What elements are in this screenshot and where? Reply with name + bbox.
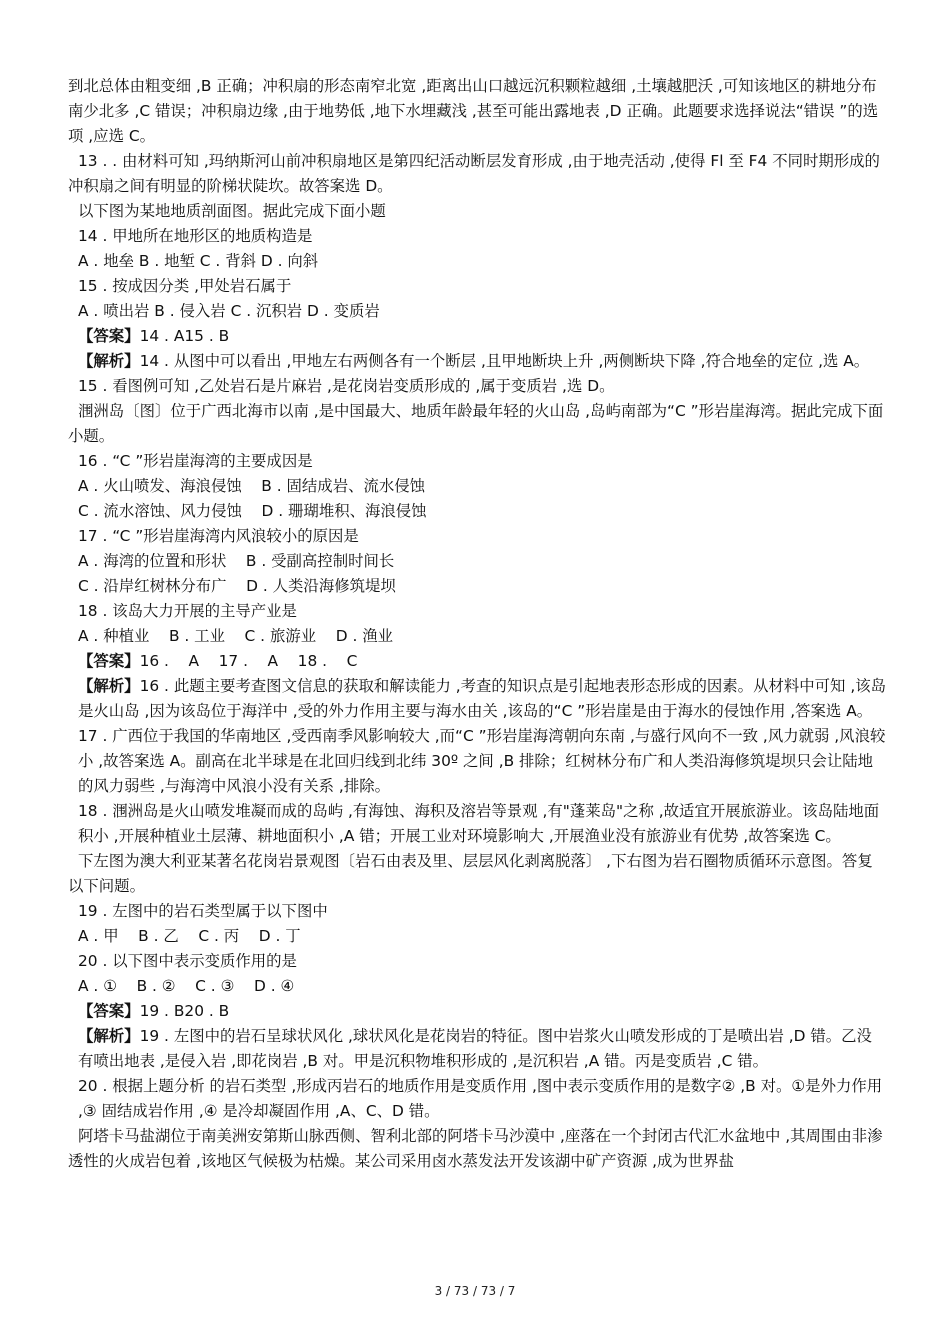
analysis-19 <box>68 1024 886 1074</box>
options-14: A . 地垒 B . 地堑 C . 背斜 D . 向斜 <box>78 252 319 270</box>
question-15: 15 . 按成因分类 ,甲处岩石属于 <box>78 277 292 295</box>
analysis-16 <box>68 674 886 724</box>
document-body <box>68 74 886 1174</box>
answer-16-18 <box>68 649 886 674</box>
answer-label: 【答案】 <box>78 1002 140 1020</box>
answer-14-15 <box>68 324 886 349</box>
question-intro-19-20: 下左图为澳大利亚某著名花岗岩景观图〔岩石由表及里、层层风化剥离脱落〕 ,下右图为岩石圈物质循环示意图。答复以下问题。 <box>68 852 873 895</box>
question-17: 17 . “C ”形岩崖海湾内风浪较小的原因是 <box>78 527 359 545</box>
analysis-label: 【解析】 <box>78 352 140 370</box>
options-20: A . ① B . ② C . ③ D . ④ <box>78 977 295 995</box>
options-18: A . 种植业 B . 工业 C . 旅游业 D . 渔业 <box>78 627 394 645</box>
question-16: 16 . “C ”形岩崖海湾的主要成因是 <box>78 452 313 470</box>
question-14: 14 . 甲地所在地形区的地质构造是 <box>78 227 313 245</box>
options-17-ab: A . 海湾的位置和形状 B . 受副高控制时间长 <box>78 552 395 570</box>
question-19: 19 . 左图中的岩石类型属于以下图中 <box>78 902 328 920</box>
paragraph-continuation: 到北总体由粗变细 ,B 正确；冲积扇的形态南窄北宽 ,距离出山口越远沉积颗粒越细 ,土壤越肥沃 ,可知该地区的耕地分布南少北多 ,C 错误；冲积扇边缘 ,由于地势低 ,地下水埋藏浅 ,甚至可能出露地表 ,D 正确。此题要求选择说法“错误 ”的选项 ,应选 C。 <box>68 77 879 145</box>
options-16-cd: C . 流水溶蚀、风力侵蚀 D . 珊瑚堆积、海浪侵蚀 <box>78 502 427 520</box>
options-16-ab: A . 火山喷发、海浪侵蚀 B . 固结成岩、流水侵蚀 <box>78 477 426 495</box>
analysis-text: 16 . 此题主要考查图文信息的获取和解读能力 ,考查的知识点是引起地表形态形成的因素。从材料中可知 ,该岛是火山岛 ,因为该岛位于海洋中 ,受的外力作用主要与海水由关 ,该岛的“C ”形岩崖是由于海水的侵蚀作用 ,答案选 A。 <box>78 677 886 720</box>
options-15: A . 喷出岩 B . 侵入岩 C . 沉积岩 D . 变质岩 <box>78 302 380 320</box>
question-intro-14-15: 以下图为某地地质剖面图。据此完成下面小题 <box>78 202 386 220</box>
answer-text: 16 . A 17 . A 18 . C <box>139 652 358 670</box>
analysis-20: 20 . 根据上题分析 的岩石类型 ,形成丙岩石的地质作用是变质作用 ,图中表示变质作用的是数字② ,B 对。①是外力作用 ,③ 固结成岩作用 ,④ 是冷却凝固作用 ,A、C、D 错。 <box>78 1077 883 1120</box>
answer-label: 【答案】 <box>78 327 140 345</box>
analysis-15: 15 . 看图例可知 ,乙处岩石是片麻岩 ,是花岗岩变质形成的 ,属于变质岩 ,选 D。 <box>78 377 615 395</box>
analysis-label: 【解析】 <box>78 677 140 695</box>
answer-text: 14 . A15 . B <box>139 327 230 345</box>
page-number: 3 / 73 / 73 / 7 <box>434 1284 516 1298</box>
analysis-14 <box>68 349 886 374</box>
analysis-text: 19 . 左图中的岩石呈球状风化 ,球状风化是花岗岩的特征。图中岩浆火山喷发形成的丁是喷出岩 ,D 错。乙没有喷出地表 ,是侵入岩 ,即花岗岩 ,B 对。甲是沉积物堆积形成的 ,是沉积岩 ,A 错。丙是变质岩 ,C 错。 <box>78 1027 872 1070</box>
question-20: 20 . 以下图中表示变质作用的是 <box>78 952 297 970</box>
analysis-text: 14 . 从图中可以看出 ,甲地左右两侧各有一个断层 ,且甲地断块上升 ,两侧断块下降 ,符合地垒的定位 ,选 A。 <box>139 352 870 370</box>
answer-label: 【答案】 <box>78 652 140 670</box>
passage-atacama: 阿塔卡马盐湖位于南美洲安第斯山脉西侧、智利北部的阿塔卡马沙漠中 ,座落在一个封闭古代汇水盆地中 ,其周围由非渗透性的火成岩包着 ,该地区气候极为枯燥。某公司采用卤水蒸发法开发该湖中矿产资源 ,成为世界盐 <box>68 1127 883 1170</box>
question-18: 18 . 该岛大力开展的主导产业是 <box>78 602 297 620</box>
answer-19-20 <box>68 999 886 1024</box>
options-19: A . 甲 B . 乙 C . 丙 D . 丁 <box>78 927 301 945</box>
options-17-cd: C . 沿岸红树林分布广 D . 人类沿海修筑堤坝 <box>78 577 396 595</box>
analysis-18: 18 . 涠洲岛是火山喷发堆凝而成的岛屿 ,有海蚀、海积及溶岩等景观 ,有"蓬莱岛"之称 ,故适宜开展旅游业。该岛陆地面积小 ,开展种植业土层薄、耕地面积小 ,A 错；开展工业对环境影响大 ,开展渔业没有旅游业有优势 ,故答案选 C。 <box>78 802 880 845</box>
explanation-13: 13 . . 由材料可知 ,玛纳斯河山前冲积扇地区是第四纪活动断层发育形成 ,由于地壳活动 ,使得 Fl 至 F4 不同时期形成的冲积扇之间有明显的阶梯状陡坎。故答案选 D。 <box>68 152 880 195</box>
answer-text: 19 . B20 . B <box>139 1002 230 1020</box>
question-intro-16-18: 涠洲岛〔图〕位于广西北海市以南 ,是中国最大、地质年龄最年轻的火山岛 ,岛屿南部为“C ”形岩崖海湾。据此完成下面小题。 <box>68 402 884 445</box>
analysis-17: 17 . 广西位于我国的华南地区 ,受西南季风影响较大 ,而“C ”形岩崖海湾朝向东南 ,与盛行风向不一致 ,风力就弱 ,风浪较小 ,故答案选 A。副高在北半球是在北回归线到北纬 30º 之间 ,B 排除；红树林分布广和人类沿海修筑堤坝只会让陆地的风力弱些 ,与海湾中风浪小没有关系 ,排除。 <box>78 727 886 795</box>
analysis-label: 【解析】 <box>78 1027 140 1045</box>
